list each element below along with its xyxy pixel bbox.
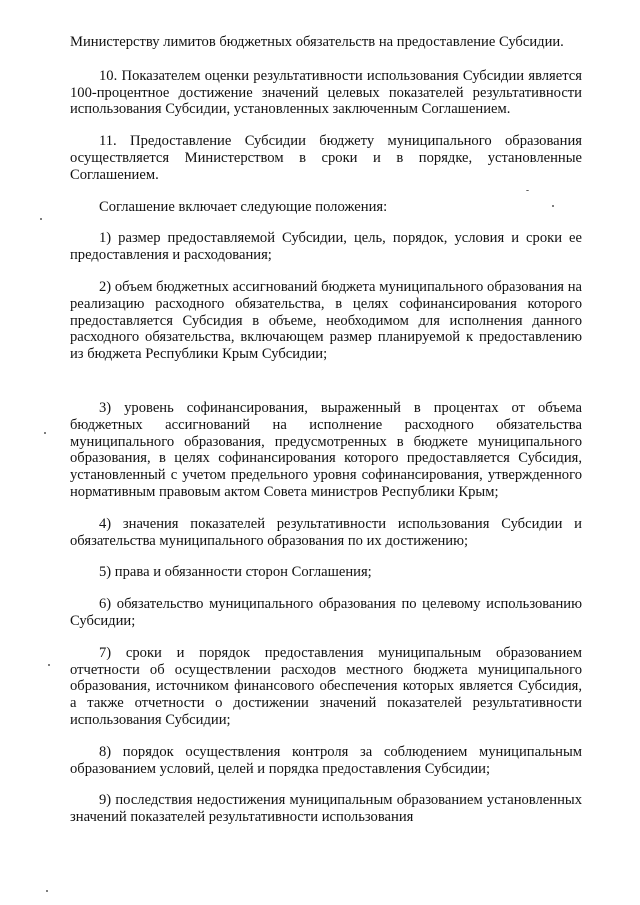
paragraph-item-10: 10. Показателем оценки результативности использования Субсидии является 100-процентное достижение значений целевых показателей результативности использования Субсидии, установленных заключенным Соглашением. [70, 67, 582, 118]
paragraph-item-11: 11. Предоставление Субсидии бюджету муниципального образования осуществляется Министерством в сроки и в порядке, установленные Соглашением. [70, 133, 582, 183]
list-item-6: 6) обязательство муниципального образования по целевому использованию Субсидии; [70, 596, 582, 629]
list-item-8: 8) порядок осуществления контроля за соблюдением муниципальным образованием условий, целей и порядка предоставления Субсидии; [70, 743, 582, 777]
paragraph-agreement-intro: Соглашение включает следующие положения: [99, 198, 388, 215]
list-item-3: 3) уровень софинансирования, выраженный в процентах от объема бюджетных ассигнований на исполнение расходного обязательства муниципального образования, предусмотренных в бюджете муниципального образования, в целях софинансирования которого предоставляется Субсидия, установленный с учетом предельного уровня софинансирования, утвержденного нормативным правовым актом Совета министров Республики Крым; [70, 399, 582, 500]
list-item-9: 9) последствия недостижения муниципальным образованием установленных значений показателей результативности использования [70, 792, 582, 826]
list-item-7: 7) сроки и порядок предоставления муниципальным образованием отчетности об осуществлении расходов местного бюджета муниципального образования, источником финансового обеспечения которых является Субсидия, а также отчетности о достижении значений показателей результативности использования Субсидии; [70, 644, 582, 728]
scan-speck [44, 432, 46, 434]
list-item-4: 4) значения показателей результативности использования Субсидии и обязательства муниципального образования по их достижению; [70, 515, 582, 549]
scan-speck [40, 218, 42, 220]
list-item-1: 1) размер предоставляемой Субсидии, цель, порядок, условия и сроки ее предоставления и расходования; [70, 230, 582, 264]
scan-speck [552, 205, 554, 207]
list-item-5: 5) права и обязанности сторон Соглашения; [99, 564, 372, 581]
scan-speck [46, 890, 48, 892]
paragraph-continuation: Министерству лимитов бюджетных обязательств на предоставление Субсидии. [70, 34, 564, 50]
list-item-2: 2) объем бюджетных ассигнований бюджета муниципального образования на реализацию расходного обязательства, в целях софинансирования которого предоставляется Субсидия в объеме, необходимом для исполнения данного расходного обязательства, включающем размер планируемой к предоставлению из бюджета Республики Крым Субсидии; [70, 278, 582, 363]
blank-gap [70, 378, 582, 400]
scan-speck [48, 664, 50, 666]
scan-speck [526, 190, 529, 191]
